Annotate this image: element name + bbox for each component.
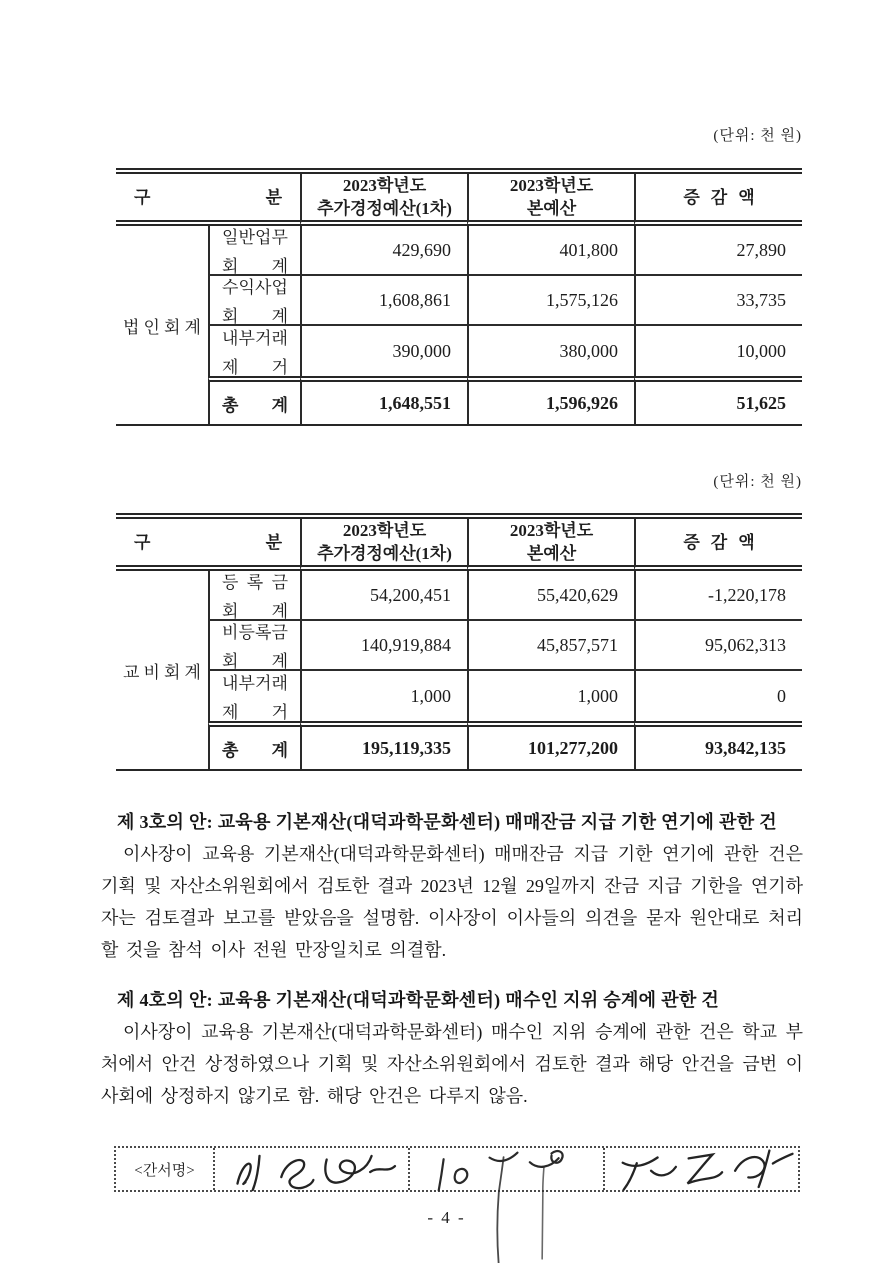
- row-label-line1: 내 부 거 래: [222, 674, 288, 693]
- total-value: 1,648,551: [300, 376, 467, 424]
- header-budget-name-line: 추가경정예산(1차): [317, 199, 452, 218]
- cell-value: -1,220,178: [634, 571, 802, 621]
- row-label-line1: 비 등 록 금: [222, 623, 288, 642]
- group-label-corporate-accounting: [116, 226, 208, 424]
- cell-value: 429,690: [300, 226, 467, 276]
- cell-value: 1,608,861: [300, 276, 467, 326]
- cell-value: 1,000: [300, 671, 467, 721]
- signature-box-label: <간서명>: [116, 1148, 215, 1190]
- header-supplementary-budget: [300, 519, 467, 571]
- cell-value: 401,800: [467, 226, 634, 276]
- row-label-line2: 제 거: [222, 703, 288, 722]
- cell-value: 45,857,571: [467, 621, 634, 671]
- agenda-item-3-body: 이사장이 교육용 기본재산(대덕과학문화센터) 매매잔금 지급 기한 연기에 관한 건은 기획 및 자산소위원회에서 검토한 결과 2023년 12월 29일까지 잔금 지급 기한을 연기하자는 검토결과 보고를 받았음을 설명함. 이사장이 이사들의 의견을 묻자 원안대로 처리할 것을 참석 이사 전원 만장일치로 의결함.: [101, 844, 803, 960]
- header-main-budget: [467, 174, 634, 226]
- signature-3: [605, 1148, 798, 1190]
- header-year-line: 2023학년도: [342, 176, 427, 195]
- cell-value: 390,000: [300, 326, 467, 376]
- total-value: 93,842,135: [634, 721, 802, 769]
- signature-1: [215, 1148, 410, 1190]
- header-change-amount: [634, 519, 802, 571]
- total-label-text: 총 계: [222, 740, 288, 760]
- header-change-amount-text: 증 감 액: [683, 532, 755, 552]
- row-label-line1: 수 익 사 업: [222, 278, 288, 297]
- header-main-budget: [467, 519, 634, 571]
- total-value: 1,596,926: [467, 376, 634, 424]
- header-supplementary-budget: [300, 174, 467, 226]
- header-gubun: [116, 519, 300, 571]
- cell-value: 33,735: [634, 276, 802, 326]
- row-label-internal-transaction: [208, 671, 300, 721]
- cell-value: 55,420,629: [467, 571, 634, 621]
- signature-2-handwriting: [409, 1145, 606, 1194]
- header-year-line: 2023학년도: [509, 521, 594, 540]
- row-label-line1: 내 부 거 래: [222, 329, 288, 348]
- agenda-item-4-heading: 제 4호의 안: 교육용 기본재산(대덕과학문화센터) 매수인 지위 승계에 관한 건: [117, 990, 720, 1010]
- cell-value: 95,062,313: [634, 621, 802, 671]
- header-budget-name-line: 추가경정예산(1차): [317, 544, 452, 563]
- cell-value: 54,200,451: [300, 571, 467, 621]
- cell-value: 10,000: [634, 326, 802, 376]
- group-label-text: 교 비 회 계: [123, 662, 201, 682]
- cell-value: 1,000: [467, 671, 634, 721]
- row-label-line2: 제 거: [222, 358, 288, 377]
- row-label-line1: 등 록 금: [222, 573, 288, 592]
- signature-3-handwriting: [604, 1145, 797, 1194]
- unit-label-top: (단위: 천 원): [713, 128, 802, 144]
- agenda-item-3: [101, 806, 803, 966]
- header-budget-name-line: 본예산: [526, 199, 577, 218]
- row-label-line2: 회 계: [222, 652, 288, 671]
- page-number: - 4 -: [427, 1208, 466, 1227]
- total-row-label: [208, 376, 300, 424]
- signature-1-handwriting: [214, 1145, 411, 1194]
- unit-label-middle: (단위: 천 원): [713, 474, 802, 490]
- cell-value: 140,919,884: [300, 621, 467, 671]
- cell-value: 0: [634, 671, 802, 721]
- budget-table-school-expense: [116, 513, 802, 771]
- cell-value: 1,575,126: [467, 276, 634, 326]
- budget-table-corporate: [116, 168, 802, 426]
- group-label-text: 법 인 회 계: [123, 317, 201, 337]
- cell-value: 27,890: [634, 226, 802, 276]
- cell-value: 380,000: [467, 326, 634, 376]
- row-label-general-business: [208, 226, 300, 276]
- row-label-profit-business: [208, 276, 300, 326]
- agenda-item-4-body: 이사장이 교육용 기본재산(대덕과학문화센터) 매수인 지위 승계에 관한 건은 학교 부처에서 안건 상정하였으나 기획 및 자산소위원회에서 검토한 결과 해당 안건을 금번 이사회에 상정하지 않기로 함. 해당 안건은 다루지 않음.: [101, 1022, 803, 1106]
- total-label-text: 총 계: [222, 395, 288, 415]
- row-label-internal-transaction: [208, 326, 300, 376]
- header-change-amount: [634, 174, 802, 226]
- row-label-line2: 회 계: [222, 602, 288, 621]
- row-label-non-tuition: [208, 621, 300, 671]
- header-year-line: 2023학년도: [509, 176, 594, 195]
- agenda-item-3-heading: 제 3호의 안: 교육용 기본재산(대덕과학문화센터) 매매잔금 지급 기한 연기에 관한 건: [117, 812, 777, 832]
- header-gubun-text: 구 분: [134, 187, 282, 207]
- group-label-school-expense-accounting: [116, 571, 208, 769]
- signature-2: [410, 1148, 605, 1190]
- header-gubun: [116, 174, 300, 226]
- total-value: 51,625: [634, 376, 802, 424]
- header-gubun-text: 구 분: [134, 532, 282, 552]
- header-budget-name-line: 본예산: [526, 544, 577, 563]
- total-row-label: [208, 721, 300, 769]
- total-value: 101,277,200: [467, 721, 634, 769]
- header-year-line: 2023학년도: [342, 521, 427, 540]
- header-change-amount-text: 증 감 액: [683, 187, 755, 207]
- total-value: 195,119,335: [300, 721, 467, 769]
- row-label-line2: 회 계: [222, 307, 288, 326]
- secretary-signature-box: [114, 1146, 800, 1192]
- row-label-line1: 일 반 업 무: [222, 228, 288, 247]
- agenda-item-4: [101, 984, 803, 1112]
- row-label-tuition: [208, 571, 300, 621]
- row-label-line2: 회 계: [222, 257, 288, 276]
